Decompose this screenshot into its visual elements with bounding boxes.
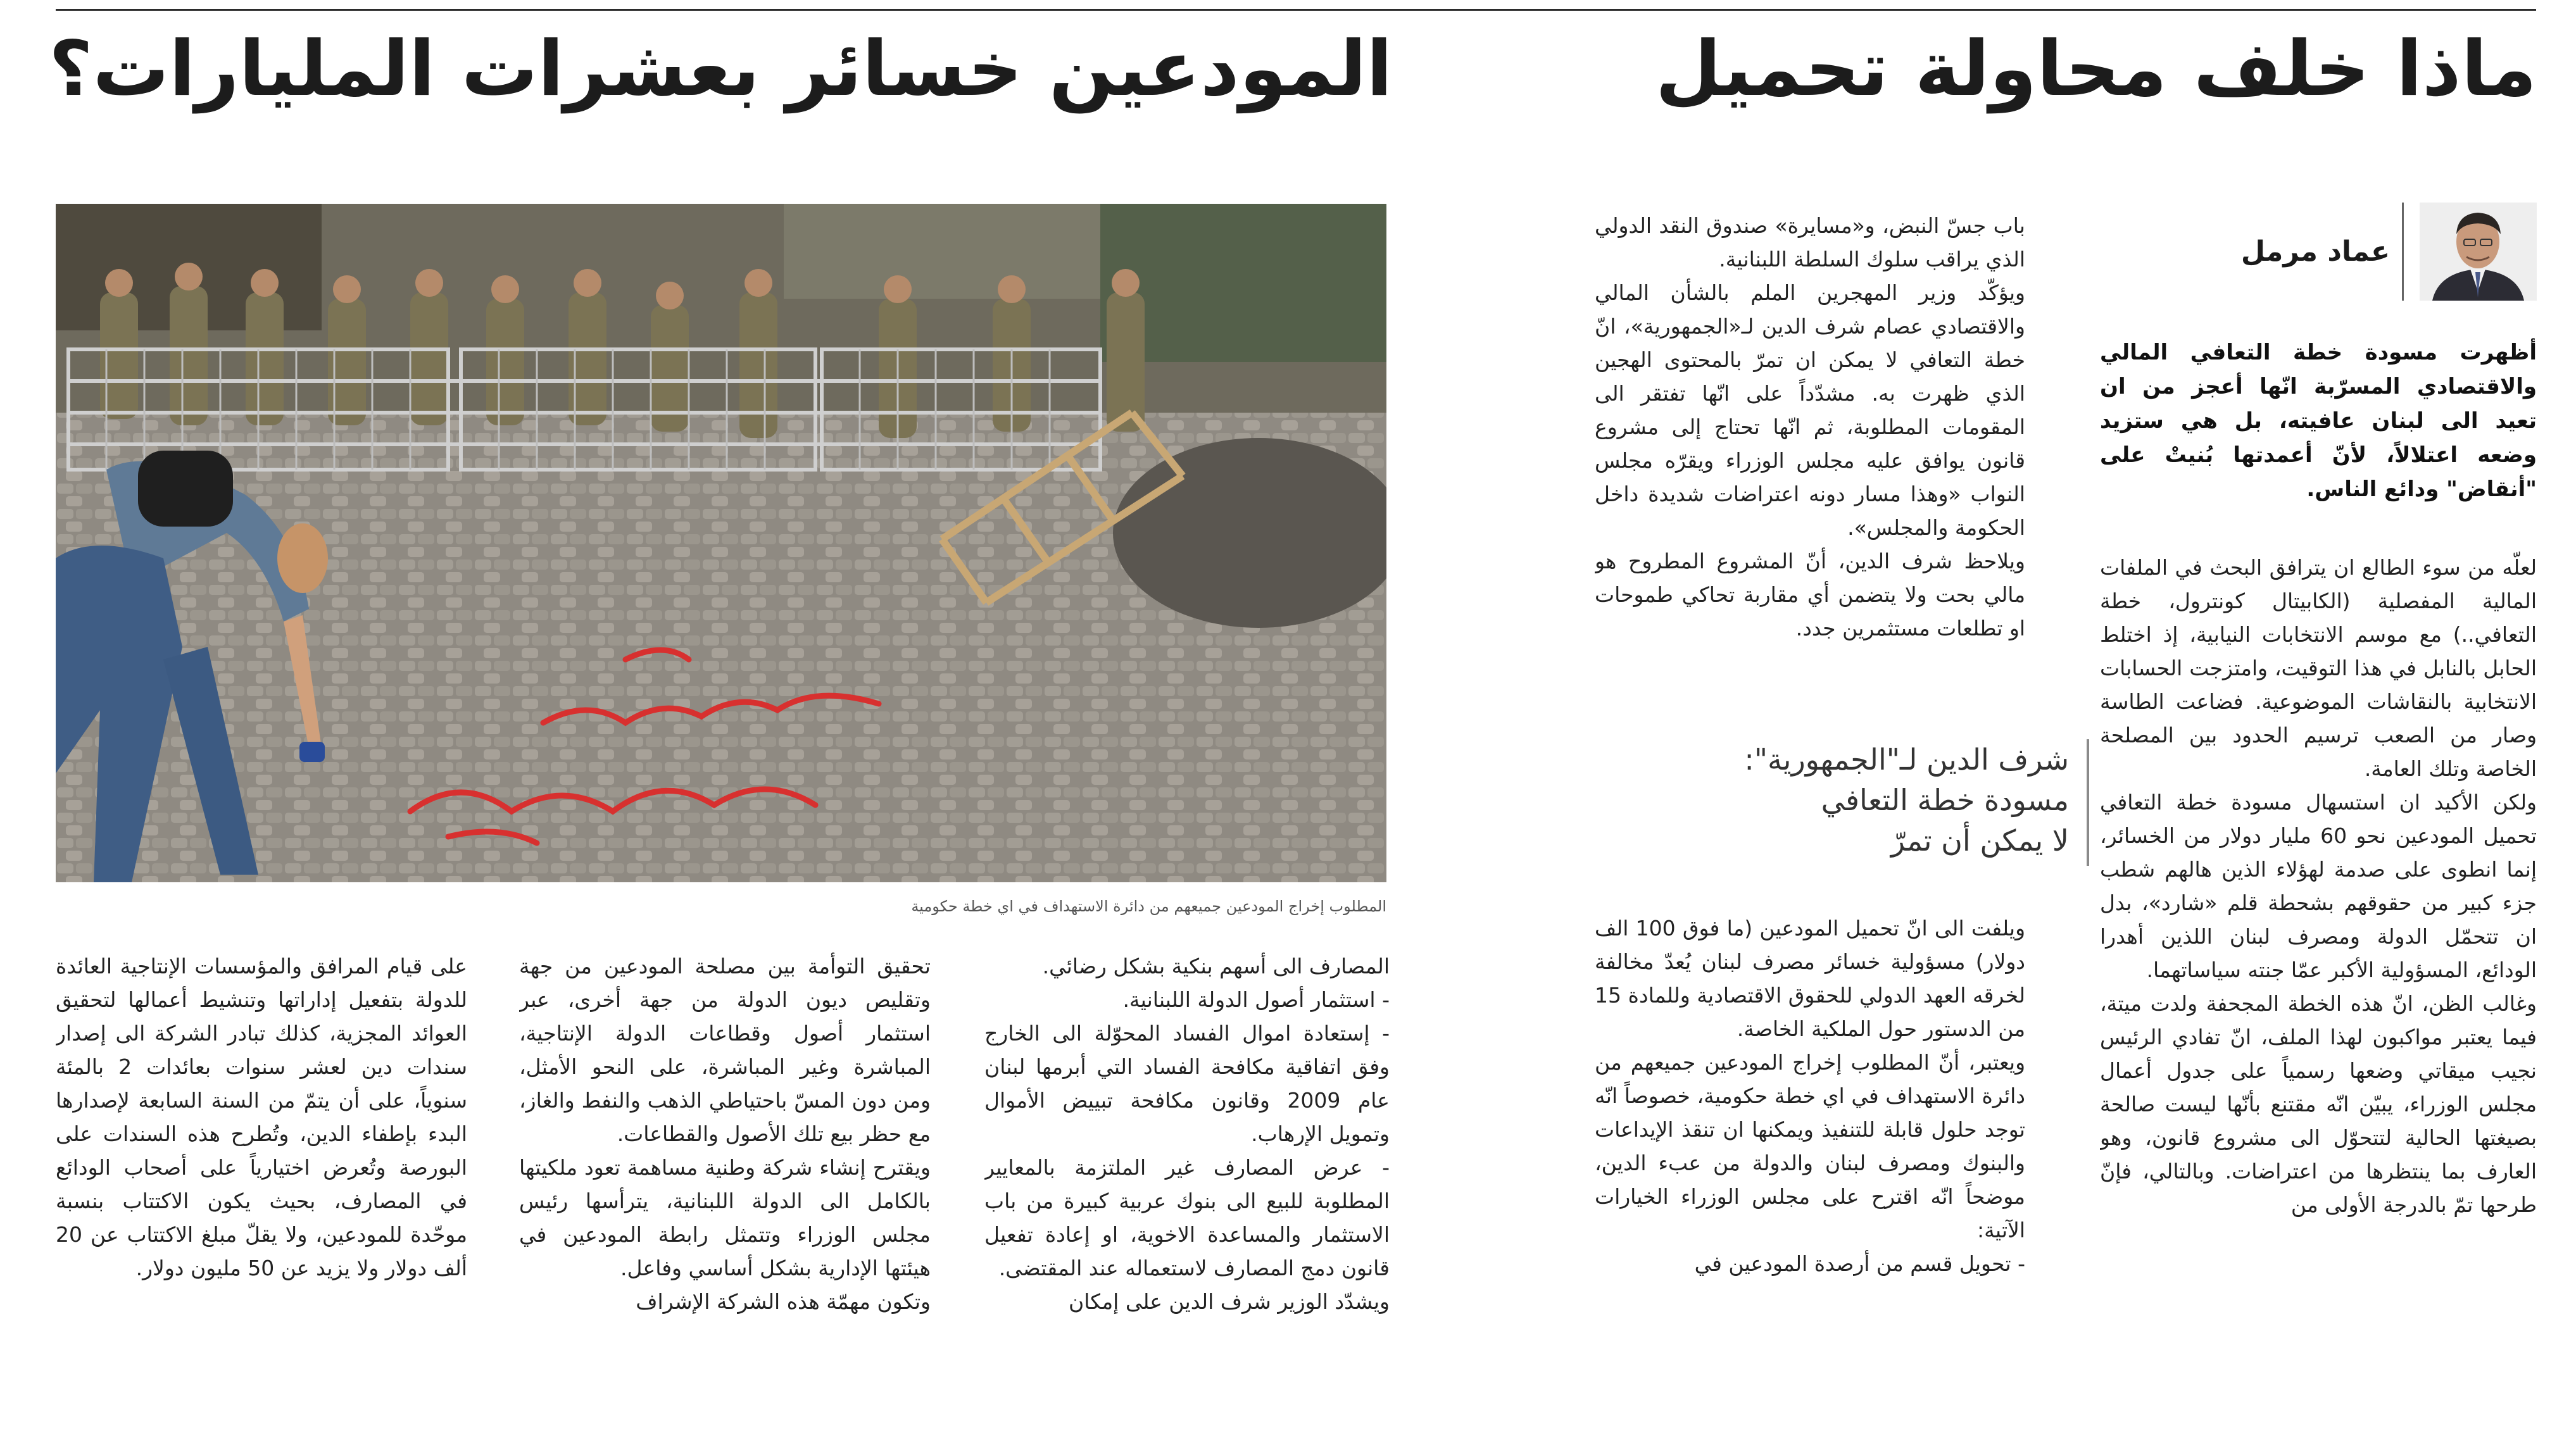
col5-paragraph: على قيام المرافق والمؤسسات الإنتاجية العائدة للدولة بتفعيل إداراتها وتنشيط أعمالها لتحقيق العوائد المجزية، كذلك تبادر الشركة الى إصدار سندات دين لعشر سنوات بعائدات 2 بالمئة سنوياً، على أن يتمّ من السنة السابعة لإصدارها البدء بإطفاء الدين، وتُطرح هذه السندات على البورصة وتُعرض اختيارياً على أصحاب الودائع في المصارف، بحيث يكون الاكتتاب بنسبة موحّدة للمودعين، ولا يقلّ مبلغ الاكتتاب عن 20 ألف دولار ولا يزيد عن 50 مليون دولار. [56, 954, 467, 1280]
pull-quote [1684, 739, 2089, 866]
column-1 [2100, 335, 2537, 1335]
pull-quote-line: شرف الدين لـ"الجمهورية": [1744, 742, 2069, 777]
col3-paragraph: المصارف الى أسهم بنكية بشكل رضائي. [1042, 954, 1390, 978]
col1-paragraph: ولكن الأكيد ان استسهال مسودة خطة التعافي تحميل المودعين نحو 60 مليار دولار من الخسائر، إنما انطوى على صدمة لهؤلاء الذين هالهم شطب جزء كبير من حقوقهم بشحطة قلم «شارد»، بدل ان تتحمّل الدولة ومصرف لبنان اللذين أهدرا الودائع، المسؤولية الأكبر عمّا جنته سياساتهما. [2100, 790, 2537, 982]
col3-paragraph: - عرض المصارف غير الملتزمة بالمعايير المطلوبة للبيع الى بنوك عربية كبيرة من باب الاستثمار والمساعدة الاخوية، او إعادة تفعيل قانون دمج المصارف لاستعماله عند المقتضى. [984, 1155, 1390, 1280]
headline-part1: ماذا خلف محاولة تحميل [1655, 25, 2537, 113]
author-portrait [2420, 203, 2537, 301]
col4-paragraph: تحقيق التوأمة بين مصلحة المودعين من جهة وتقليص ديون الدولة من جهة أخرى، عبر استثمار أصول وقطاعات الدولة الإنتاجية، المباشرة وغير المباشرة، على النحو الأمثل، ومن دون المسّ باحتياطي الذهب والنفط والغاز، مع حظر بيع تلك الأصول والقطاعات. [519, 954, 931, 1146]
col2-paragraph: باب جسّ النبض، و«مسايرة» صندوق النقد الدولي الذي يراقب سلوك السلطة اللبنانية. [1595, 213, 2025, 272]
col4-paragraph: وتكون مهمّة هذه الشركة الإشراف [636, 1289, 931, 1314]
headline-part2: المودعين خسائر بعشرات المليارات؟ [49, 25, 1393, 113]
column-3 [984, 949, 1390, 1354]
pull-quote-text [1689, 739, 2069, 861]
col1-paragraph: وغالب الظن، انّ هذه الخطة المجحفة ولدت ميتة، فيما يعتبر مواكبون لهذا الملف، انّ تفادي الرئيس نجيب ميقاتي وضعها رسمياً على جدول أعمال مجلس الوزراء، يبيّن انّه مقتنع بأنّها ليست صالحة بصيغتها الحالية لتتحوّل الى مشروع قانون، وهو العارف بما ينتظرها من اعتراضات. وبالتالي، فإنّ طرحها تمّ بالدرجة الأولى من [2100, 991, 2537, 1217]
lead-paragraph: أظهرت مسودة خطة التعافي المالي والاقتصادي المسرّبة انّها أعجز من ان تعيد الى لبنان عافيته، بل هي ستزيد وضعه اعتلالاً، لأنّ أعمدتها بُنيتْ على "أنقاض" ودائع الناس. [2100, 340, 2537, 502]
author-name: عماد مرمل [2240, 235, 2390, 268]
author-box [2100, 203, 2537, 301]
column-2-top [1595, 209, 2025, 722]
col2-paragraph: ويعتبر، أنّ المطلوب إخراج المودعين جميعهم من دائرة الاستهداف في اي خطة حكومية، خصوصاً انّه توجد حلول قابلة للتنفيذ ويمكنها ان تنقذ الإيداعات والبنوك ومصرف لبنان والدولة من عبء الدين، موضحاً انّه اقترح على مجلس الوزراء الخيارات الآتية: [1595, 1050, 2025, 1242]
col3-paragraph: - إستعادة اموال الفساد المحوّلة الى الخارج وفق اتفاقية مكافحة الفساد التي أبرمها لبنان عام 2009 وقانون مكافحة تبييض الأموال وتمويل الإرهاب. [984, 1021, 1390, 1146]
col2-paragraph: - تحويل قسم من أرصدة المودعين في [1694, 1251, 2025, 1276]
headline [49, 15, 2537, 123]
col2-paragraph: ويلاحظ شرف الدين، أنّ المشروع المطروح هو مالي بحت ولا يتضمن أي مقاربة تحاكي طموحات او تطلعات مستثمرين جدد. [1595, 549, 2025, 641]
col4-paragraph: ويقترح إنشاء شركة وطنية مساهمة تعود ملكيتها بالكامل الى الدولة اللبنانية، يترأسها رئيس مجلس الوزراء وتتمثل رابطة المودعين في هيئتها الإدارية بشكل أساسي وفاعل. [519, 1155, 931, 1280]
top-rule [56, 9, 2536, 11]
column-2-bottom [1595, 911, 2025, 1354]
column-5 [56, 949, 467, 1354]
pull-quote-bar [2087, 739, 2089, 866]
col2-paragraph: ويلفت الى انّ تحميل المودعين (ما فوق 100 الف دولار) مسؤولية خسائر مصرف لبنان يُعدّ مخالفة لخرقه العهد الدولي للحقوق الاقتصادية وللمادة 15 من الدستور حول الملكية الخاصة. [1595, 916, 2025, 1041]
pull-quote-line: لا يمكن أن تمرّ [1890, 823, 2069, 858]
author-divider [2402, 203, 2404, 301]
col1-paragraph: لعلّه من سوء الطالع ان يترافق البحث في الملفات المالية المفصلية (الكابيتال كونترول، خطة التعافي..) مع موسم الانتخابات النيابية، إذ اختلط الحابل بالنابل في هذا التوقيت، وامتزجت الحسابات الانتخابية بالنقاشات الموضوعية. فضاعت الطاسة وصار من الصعب ترسيم الحدود بين المصلحة الخاصة وتلك العامة. [2100, 555, 2537, 781]
pull-quote-line: مسودة خطة التعافي [1821, 783, 2069, 817]
col3-paragraph: ويشدّد الوزير شرف الدين على إمكان [1068, 1289, 1390, 1314]
news-photo [56, 204, 1386, 882]
col2-paragraph: ويؤكّد وزير المهجرين الملم بالشأن المالي والاقتصادي عصام شرف الدين لـ«الجمهورية»، انّ خطة التعافي لا يمكن ان تمرّ بالمحتوى الهجين الذي ظهرت به. مشدّداً على انّها تفتقر الى المقومات المطلوبة، ثم انّها تحتاج إلى مشروع قانون يوافق عليه مجلس الوزراء ويقرّه مجلس النواب «وهذا مسار دونه اعتراضات شديدة داخل الحكومة والمجلس». [1595, 280, 2025, 540]
col3-paragraph: - استثمار أصول الدولة اللبنانية. [1122, 987, 1390, 1012]
photo-caption: المطلوب إخراج المودعين جميعهم من دائرة الاستهداف في اي خطة حكومية [911, 897, 1386, 915]
column-4 [519, 949, 931, 1354]
